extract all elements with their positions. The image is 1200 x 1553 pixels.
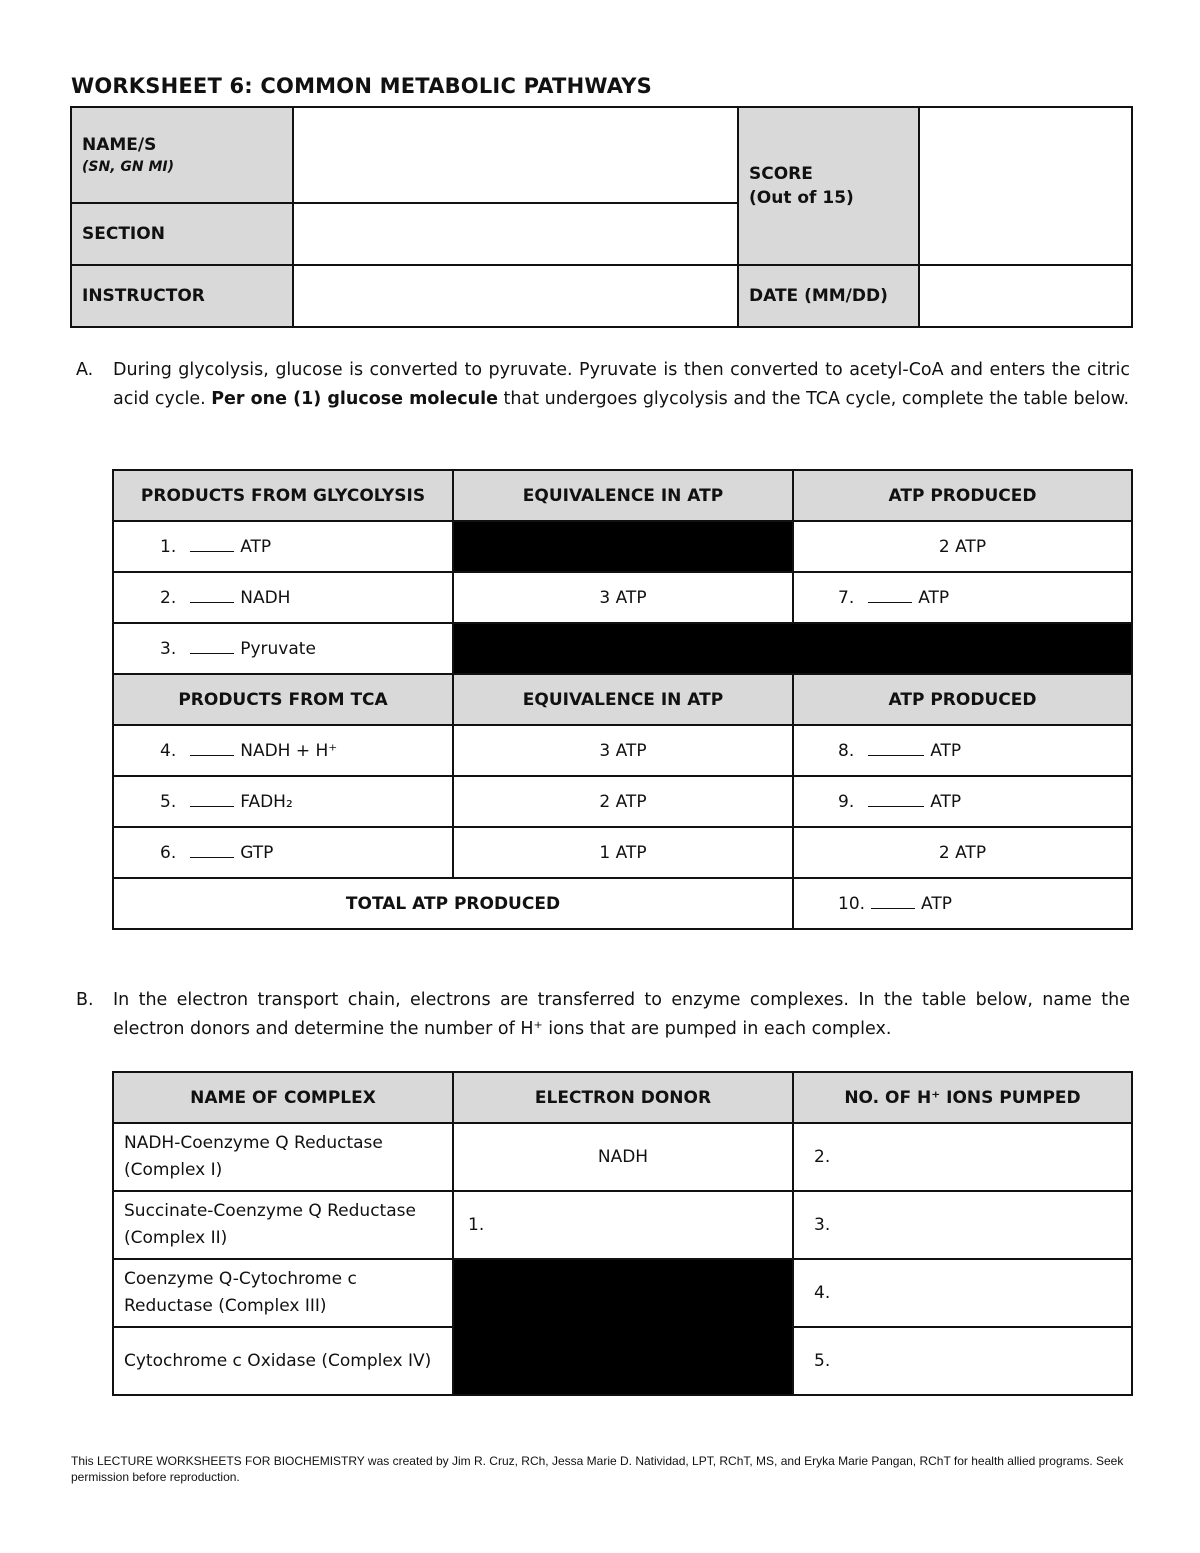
product-cell[interactable]: 4. NADH + H⁺	[113, 725, 453, 776]
name-label: NAME/S	[82, 135, 157, 155]
header-electron-donor: ELECTRON DONOR	[453, 1072, 793, 1123]
instructor-label: INSTRUCTOR	[71, 265, 293, 327]
header-products-glycolysis: PRODUCTS FROM GLYCOLYSIS	[113, 470, 453, 521]
product-cell[interactable]: 3. Pyruvate	[113, 623, 453, 674]
part-b-letter: B.	[76, 990, 94, 1010]
instructor-field[interactable]	[293, 265, 738, 327]
section-label: SECTION	[71, 203, 293, 265]
atp-table	[112, 469, 1133, 930]
blocked-cell	[453, 623, 1132, 674]
complex-name: NADH-Coenzyme Q Reductase (Complex I)	[113, 1123, 453, 1191]
part-a-text-bold: Per one (1) glucose molecule	[211, 388, 498, 409]
pumped-cell[interactable]: 3.	[793, 1191, 1132, 1259]
equivalence-cell: 3 ATP	[453, 725, 793, 776]
answer-blank	[871, 894, 915, 909]
pumped-cell[interactable]: 4.	[793, 1259, 1132, 1327]
table-row	[113, 1123, 1132, 1191]
table-row	[113, 521, 1132, 572]
produced-cell: 2 ATP	[793, 521, 1132, 572]
equivalence-cell: 3 ATP	[453, 572, 793, 623]
score-label-cell	[738, 107, 919, 265]
answer-blank	[190, 843, 234, 858]
part-a-text-1: During glycolysis, glucose is converted to pyruvate. Pyruvate is then converted to acetyl-CoA and enters the citric acid cycle.	[113, 360, 1130, 409]
answer-blank	[190, 741, 234, 756]
part-b-text: In the electron transport chain, electrons are transferred to enzyme complexes. In the table below, name the electron donors and determine the number of H⁺ ions that are pumped in each complex.	[113, 990, 1130, 1039]
equivalence-cell: 1 ATP	[453, 827, 793, 878]
name-field[interactable]	[293, 107, 738, 203]
blocked-cell	[453, 1259, 793, 1395]
pumped-cell[interactable]: 5.	[793, 1327, 1132, 1395]
score-field[interactable]	[919, 107, 1132, 265]
produced-cell[interactable]: 8. ATP	[793, 725, 1132, 776]
table-row	[113, 1259, 1132, 1327]
header-ions-pumped: NO. OF H⁺ IONS PUMPED	[793, 1072, 1132, 1123]
complex-name: Cytochrome c Oxidase (Complex IV)	[113, 1327, 453, 1395]
part-a-letter: A.	[76, 360, 94, 380]
product-cell[interactable]: 6. GTP	[113, 827, 453, 878]
header-equivalence: EQUIVALENCE IN ATP	[453, 470, 793, 521]
table-row	[113, 572, 1132, 623]
table-row	[113, 725, 1132, 776]
name-sublabel: (SN, GN MI)	[82, 159, 175, 175]
section-field[interactable]	[293, 203, 738, 265]
part-b-instructions	[76, 986, 1130, 1043]
header-atp-produced: ATP PRODUCED	[793, 674, 1132, 725]
complex-name: Succinate-Coenzyme Q Reductase (Complex II)	[113, 1191, 453, 1259]
name-label-cell	[71, 107, 293, 203]
complex-name: Coenzyme Q-Cytochrome c Reductase (Complex III)	[113, 1259, 453, 1327]
table-row	[113, 827, 1132, 878]
date-label: DATE (MM/DD)	[738, 265, 919, 327]
answer-blank	[868, 588, 912, 603]
answer-blank	[190, 537, 234, 552]
score-label: SCORE	[749, 164, 813, 184]
donor-cell[interactable]: 1.	[453, 1191, 793, 1259]
header-atp-produced: ATP PRODUCED	[793, 470, 1132, 521]
blocked-cell	[453, 521, 793, 572]
product-cell[interactable]: 2. NADH	[113, 572, 453, 623]
answer-blank	[190, 588, 234, 603]
answer-blank	[868, 741, 924, 756]
part-a-instructions	[76, 356, 1130, 413]
answer-blank	[190, 792, 234, 807]
part-a-text-2: that undergoes glycolysis and the TCA cycle, complete the table below.	[497, 388, 1130, 409]
page-title: WORKSHEET 6: COMMON METABOLIC PATHWAYS	[71, 74, 652, 98]
product-cell[interactable]: 5. FADH₂	[113, 776, 453, 827]
answer-blank	[190, 639, 234, 654]
footer-credits: This LECTURE WORKSHEETS FOR BIOCHEMISTRY was created by Jim R. Cruz, RCh, Jessa Marie D. Natividad, LPT, RChT, MS, and Eryka Marie Pangan, RChT for health allied programs. Seek permission before reproduction.	[71, 1454, 1124, 1484]
produced-cell: 2 ATP	[793, 827, 1132, 878]
answer-blank	[868, 792, 924, 807]
donor-cell: NADH	[453, 1123, 793, 1191]
student-info-table	[70, 106, 1133, 328]
total-label: TOTAL ATP PRODUCED	[113, 878, 793, 929]
total-cell[interactable]: 10. ATP	[793, 878, 1132, 929]
total-row	[113, 878, 1132, 929]
table-row	[113, 623, 1132, 674]
produced-cell[interactable]: 7. ATP	[793, 572, 1132, 623]
equivalence-cell: 2 ATP	[453, 776, 793, 827]
etc-table	[112, 1071, 1133, 1396]
table-row	[113, 1191, 1132, 1259]
produced-cell[interactable]: 9. ATP	[793, 776, 1132, 827]
product-cell[interactable]: 1. ATP	[113, 521, 453, 572]
header-equivalence: EQUIVALENCE IN ATP	[453, 674, 793, 725]
pumped-cell[interactable]: 2.	[793, 1123, 1132, 1191]
score-sublabel: (Out of 15)	[749, 188, 854, 208]
header-products-tca: PRODUCTS FROM TCA	[113, 674, 453, 725]
header-complex-name: NAME OF COMPLEX	[113, 1072, 453, 1123]
date-field[interactable]	[919, 265, 1132, 327]
table-row	[113, 776, 1132, 827]
